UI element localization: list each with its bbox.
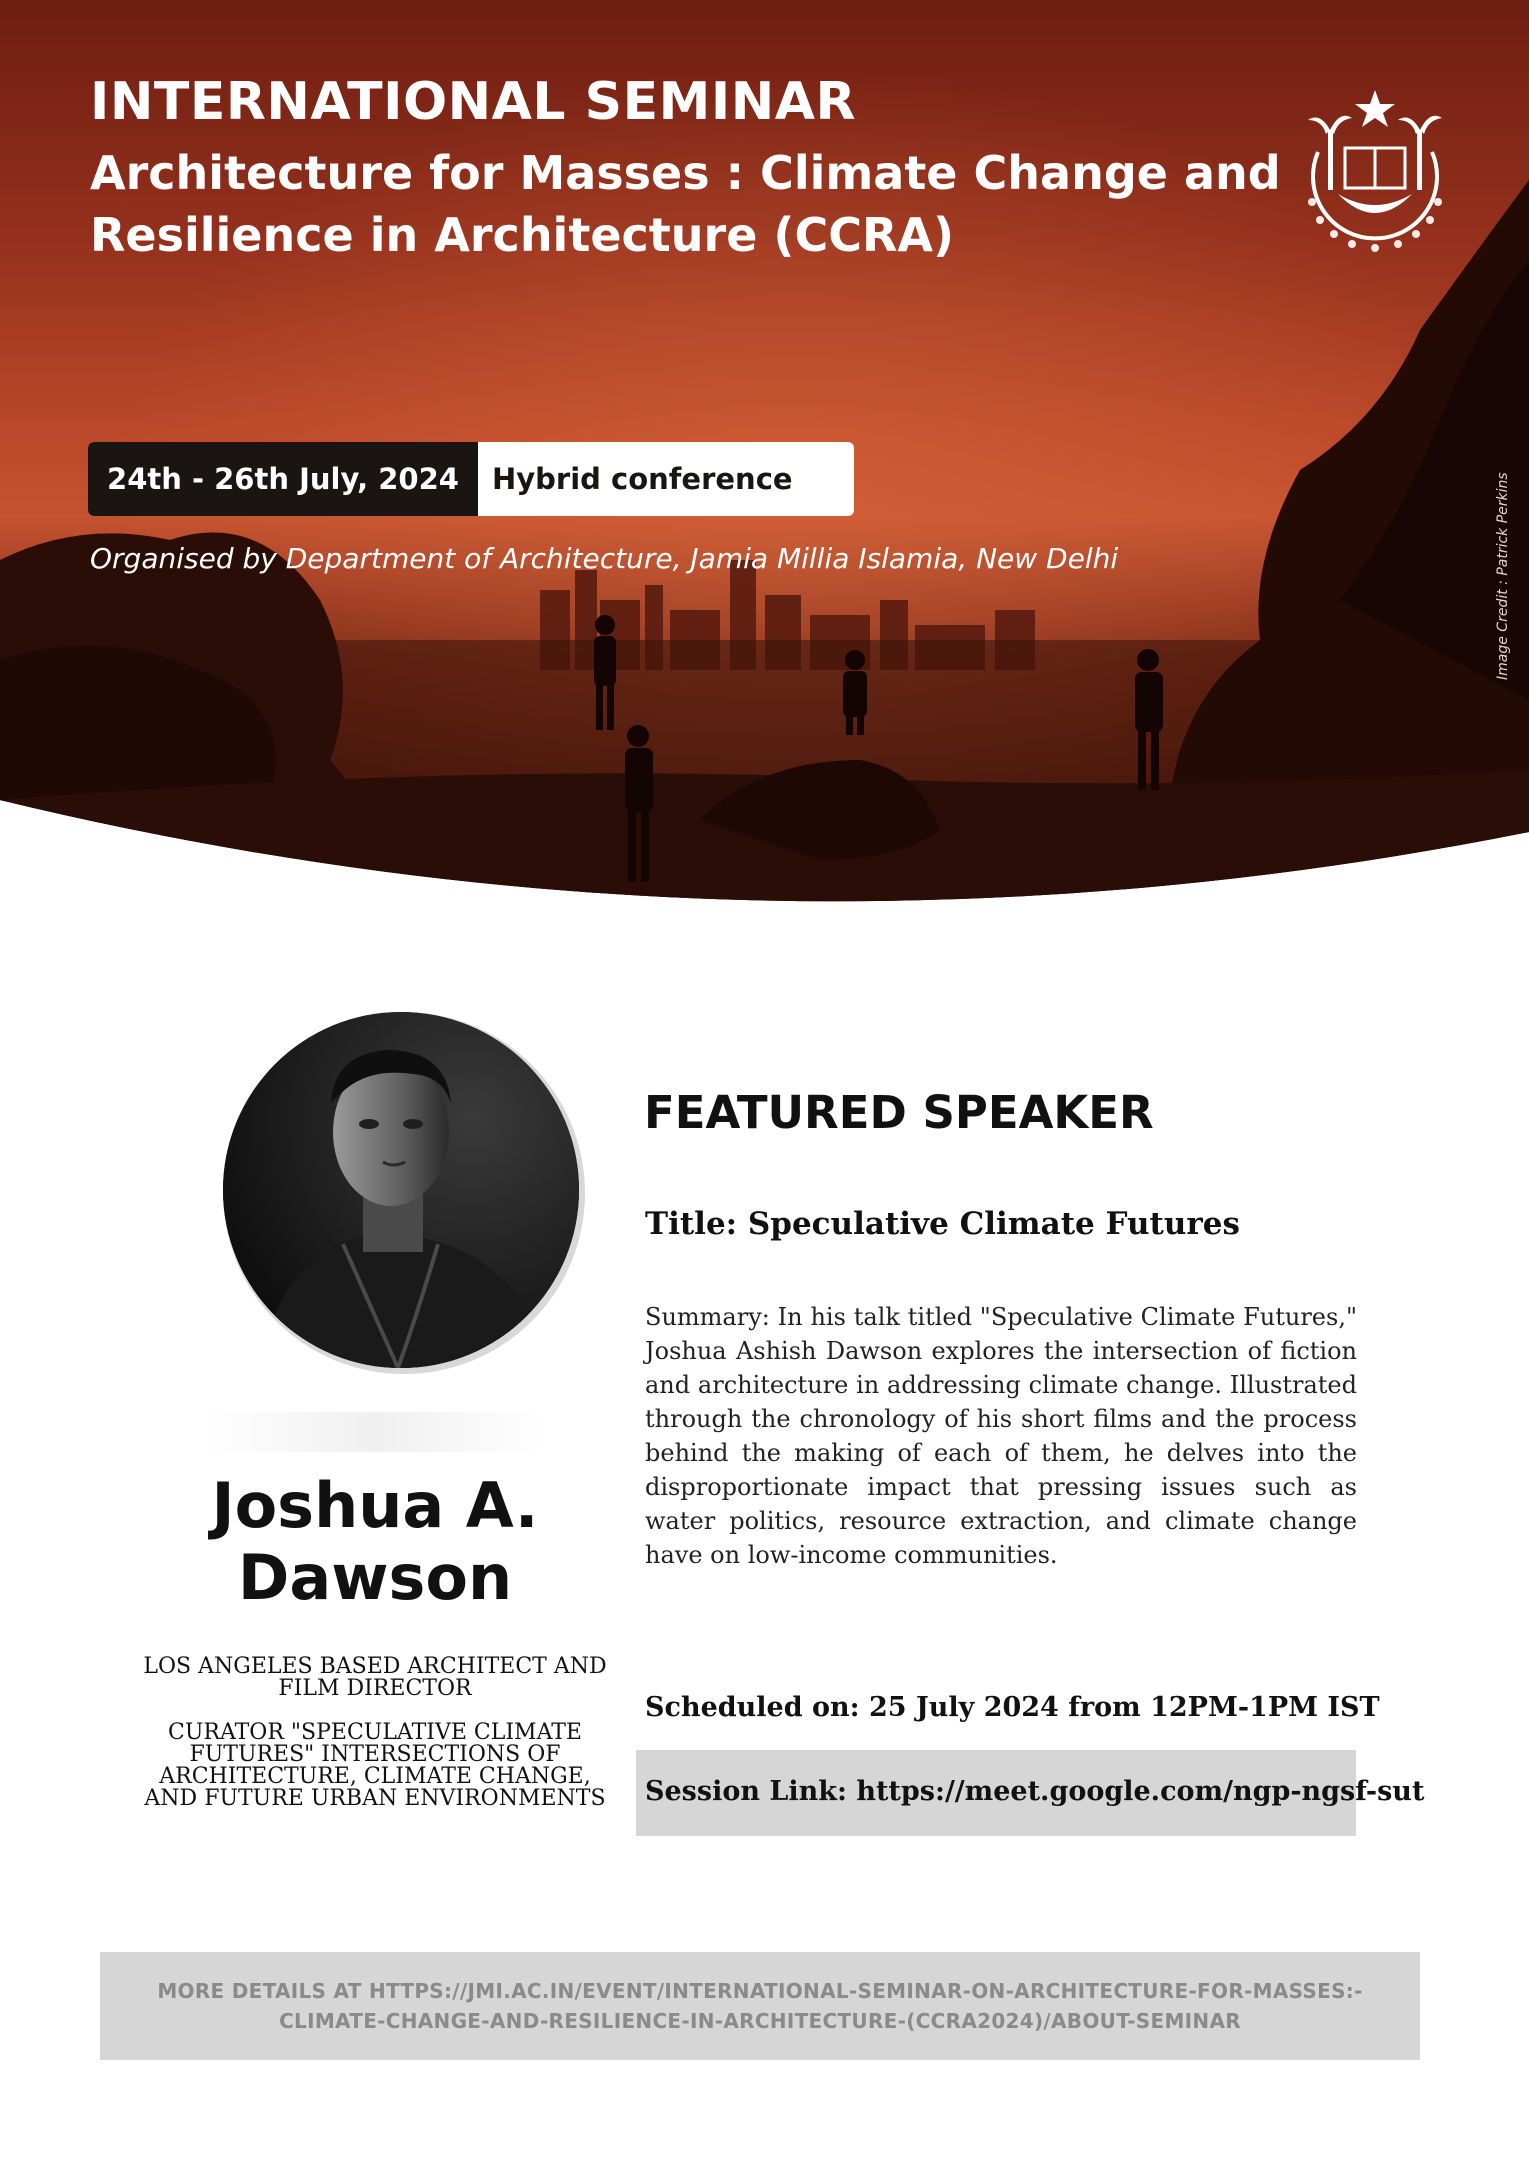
speaker-role: LOS ANGELES BASED ARCHITECT AND FILM DIRECTOR bbox=[143, 1654, 607, 1701]
speaker-photo-illustration bbox=[223, 1012, 579, 1368]
session-link[interactable]: Session Link: https://meet.google.com/ngp-ngsf-sut bbox=[645, 1776, 1425, 1807]
image-credit: Image Credit : Patrick Perkins bbox=[1495, 472, 1511, 680]
event-dates: 24th - 26th July, 2024 bbox=[88, 442, 478, 516]
schedule-text: Scheduled on: 25 July 2024 from 12PM-1PM IST bbox=[645, 1692, 1380, 1723]
organiser-text: Organised by Department of Architecture, Jamia Millia Islamia, New Delhi bbox=[90, 542, 1119, 575]
more-details-link[interactable]: MORE DETAILS AT HTTPS://JMI.AC.IN/EVENT/INTERNATIONAL-SEMINAR-ON-ARCHITECTURE-FOR-MASSES:-CLIMATE-CHANGE-AND-RESILIENCE-IN-ARCHITECTURE-(CCRA2024)/ABOUT-SEMINAR bbox=[157, 1979, 1363, 2033]
session-link-box bbox=[636, 1750, 1425, 1836]
section-heading: FEATURED SPEAKER bbox=[644, 1086, 1154, 1139]
footer-banner bbox=[100, 1952, 1420, 2060]
faded-label-decoration bbox=[205, 1412, 545, 1452]
university-crest-icon bbox=[1290, 82, 1460, 262]
event-type-heading: INTERNATIONAL SEMINAR bbox=[90, 72, 857, 132]
speaker-name: Joshua A. Dawson bbox=[211, 1469, 539, 1614]
speaker-portrait bbox=[223, 1012, 579, 1368]
hero-banner bbox=[0, 0, 1529, 940]
speaker-curation: CURATOR "SPECULATIVE CLIMATE FUTURES" INTERSECTIONS OF ARCHITECTURE, CLIMATE CHANGE, AND FUTURE URBAN ENVIRONMENTS bbox=[144, 1720, 606, 1811]
event-mode: Hybrid conference bbox=[492, 462, 793, 496]
date-badge bbox=[88, 442, 854, 516]
event-title: Architecture for Masses : Climate Change and Resilience in Architecture (CCRA) bbox=[90, 146, 1281, 262]
talk-summary: Summary: In his talk titled "Speculative Climate Futures," Joshua Ashish Dawson explores the intersection of fiction and architecture in addressing climate change. Illustrated through the chronology of his short films and the process behind the making of each of them, he delves into the disproportionate impact that pressing issues such as water politics, resource extraction, and climate change have on low-income communities. bbox=[645, 1303, 1357, 1569]
talk-title: Title: Speculative Climate Futures bbox=[645, 1206, 1240, 1242]
